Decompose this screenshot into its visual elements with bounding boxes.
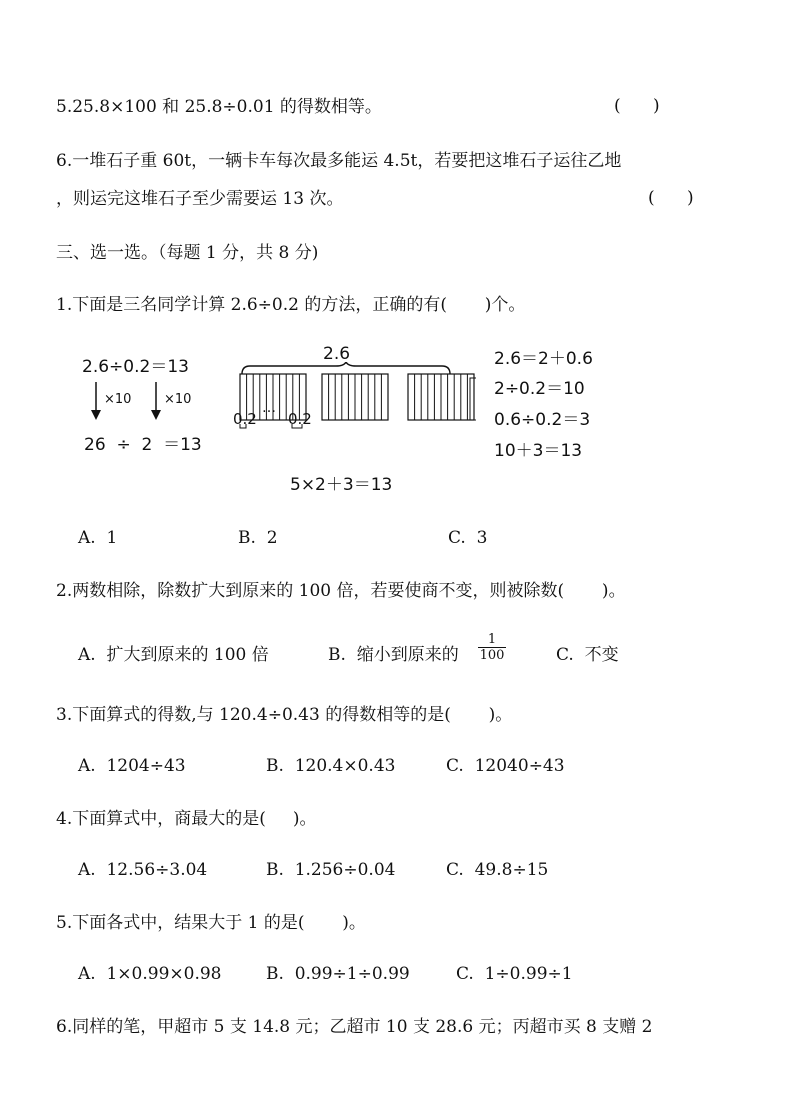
choice-3-option-c[interactable]: C. 12040÷43 — [446, 756, 565, 776]
choice-4-option-a[interactable]: A. 12.56÷3.04 — [78, 860, 208, 880]
choice-4-option-b[interactable]: B. 1.256÷0.04 — [266, 860, 396, 880]
fraction-numerator: 1 — [478, 632, 506, 648]
tf-question-6-line1: 6.一堆石子重 60t，一辆卡车每次最多能运 4.5t，若要把这堆石子运往乙地 — [56, 151, 622, 171]
choice-3-option-a[interactable]: A. 1204÷43 — [78, 756, 186, 776]
choice-5-option-a[interactable]: A. 1×0.99×0.98 — [78, 964, 222, 984]
choice-question-2: 2.两数相除，除数扩大到原来的 100 倍，若要使商不变，则被除数( )。 — [56, 581, 626, 601]
choice-2-option-a[interactable]: A. 扩大到原来的 100 倍 — [78, 645, 269, 665]
tf-question-6-line2: ，则运完这堆石子至少需要运 13 次。 — [56, 189, 344, 209]
method-a-times10-left: ×10 — [104, 392, 132, 407]
choice-5-option-c[interactable]: C. 1÷0.99÷1 — [456, 964, 573, 984]
choice-question-6: 6.同样的笔，甲超市 5 支 14.8 元；乙超市 10 支 28.6 元；丙超市买 8 支赠 2 — [56, 1017, 653, 1037]
choice-question-4: 4.下面算式中，商最大的是( )。 — [56, 809, 317, 829]
choice-2-option-b[interactable]: B. 缩小到原来的 — [328, 645, 459, 665]
choice-2-option-b-fraction — [478, 632, 506, 663]
tf-answer-blank-6[interactable]: ( ) — [648, 188, 694, 208]
method-c-equation-2: 2÷0.2＝10 — [494, 379, 585, 399]
method-a-times10-right: ×10 — [164, 392, 192, 407]
method-a-equation-2: 26 ÷ 2 ＝13 — [84, 435, 202, 455]
method-b-total-label: 2.6 — [323, 344, 351, 364]
choice-question-3: 3.下面算式的得数,与 120.4÷0.43 的得数相等的是( )。 — [56, 705, 513, 725]
extra-bar — [470, 378, 476, 420]
method-b-bar-model — [236, 362, 476, 432]
choice-1-option-b[interactable]: B. 2 — [238, 528, 278, 548]
method-c-equation-3: 0.6÷0.2＝3 — [494, 410, 591, 430]
method-a-equation-1: 2.6÷0.2＝13 — [82, 357, 189, 377]
method-b-part-label-1: 0.2 — [233, 410, 257, 428]
method-b-part-label-2: 0.2 — [288, 410, 312, 428]
method-b-dots: … — [262, 400, 276, 416]
tf-question-5: 5.25.8×100 和 25.8÷0.01 的得数相等。 — [56, 97, 382, 117]
choice-4-option-c[interactable]: C. 49.8÷15 — [446, 860, 549, 880]
tf-answer-blank-5[interactable]: ( ) — [614, 96, 660, 116]
method-c-equation-1: 2.6＝2＋0.6 — [494, 349, 593, 369]
section-title-choice: 三、选一选。（每题 1 分，共 8 分) — [56, 243, 319, 263]
choice-question-5: 5.下面各式中，结果大于 1 的是( )。 — [56, 913, 366, 933]
choice-question-1: 1.下面是三名同学计算 2.6÷0.2 的方法，正确的有( )个。 — [56, 295, 526, 315]
fraction-denominator: 100 — [479, 648, 505, 663]
method-c-equation-4: 10＋3＝13 — [494, 441, 583, 461]
choice-2-option-c[interactable]: C. 不变 — [556, 645, 619, 665]
choice-3-option-b[interactable]: B. 120.4×0.43 — [266, 756, 396, 776]
choice-5-option-b[interactable]: B. 0.99÷1÷0.99 — [266, 964, 410, 984]
choice-1-option-c[interactable]: C. 3 — [448, 528, 488, 548]
method-b-equation: 5×2＋3＝13 — [290, 475, 393, 495]
choice-1-option-a[interactable]: A. 1 — [78, 528, 118, 548]
